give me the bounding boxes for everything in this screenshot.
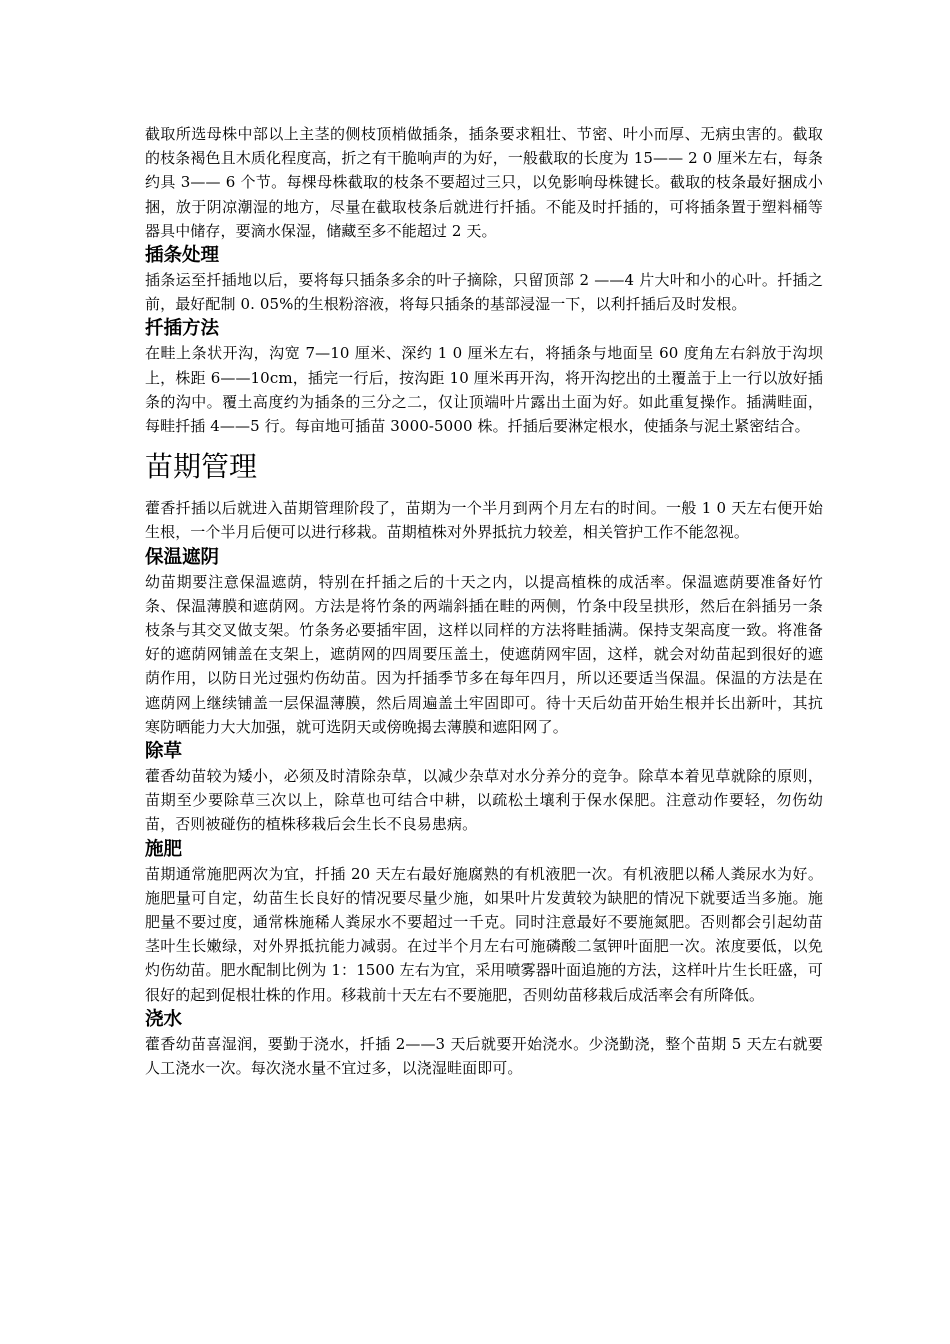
fertilizing-heading: 施肥 xyxy=(145,838,183,860)
warmth-shade-heading: 保温遮阴 xyxy=(145,546,220,568)
watering-heading: 浇水 xyxy=(145,1008,183,1030)
seedling-management-title: 苗期管理 xyxy=(145,450,258,484)
weeding-heading: 除草 xyxy=(145,741,183,763)
fertilizing-text: 苗期通常施肥两次为宜，扦插 20 天左右最好施腐熟的有机液肥一次。有机液肥以稀人粪尿水为好。施肥量可自定，幼苗生长良好的情况要尽量少施，如果叶片发黄较为缺肥的情况下就要适当多施。施肥量不要过度，通常株施稀人粪尿水不要超过一千克。同时注意最好不要施氮肥。否则都会引起幼苗茎叶生长嫩绿，对外界抵抗能力减弱。在过半个月左右可施磷酸二氢钾叶面肥一次。浓度要低，以免灼伤幼苗。肥水配制比例为 1：1500 左右为宜，采用喷雾器叶面追施的方法，这样叶片生长旺盛，可很好的起到促根壮株的作用。移栽前十天左右不要施肥，否则幼苗移栽后成活率会有所降低。 xyxy=(145,864,823,1004)
cutting-method-text: 在畦上条状开沟，沟宽 7—10 厘米、深约 1 0 厘米左右，将插条与地面呈 60 度角左右斜放于沟坝上，株距 6——10cm，插完一行后，按沟距 10 厘米再开沟，将开沟挖出的土覆盖于上一行以放好插条的沟中。覆土高度约为插条的三分之二，仅让顶端叶片露出土面为好。如此重复操作。插满畦面，每畦扦插 4——5 行。每亩地可插苗 3000-5000 株。扦插后要淋定根水，使插条与泥土紧密结合。 xyxy=(145,344,823,436)
weeding-text: 藿香幼苗较为矮小，必须及时清除杂草，以减少杂草对水分养分的竞争。除草本着见草就除的原则，苗期至少要除草三次以上，除草也可结合中耕，以疏松土壤利于保水保肥。注意动作要轻，勿伤幼苗，否则被碰伤的植株移栽后会生长不良易患病。 xyxy=(145,767,823,834)
watering-text: 藿香幼苗喜湿润，要勤于浇水，扦插 2——3 天后就要开始浇水。少浇勤浇，整个苗期 5 天左右就要人工浇水一次。每次浇水量不宜过多，以浇湿畦面即可。 xyxy=(145,1034,823,1078)
intro-paragraph: 截取所选母株中部以上主茎的侧枝顶梢做插条，插条要求粗壮、节密、叶小而厚、无病虫害的。截取的枝条褐色且木质化程度高，折之有干脆响声的为好，一般截取的长度为 15—— 2 0 厘米左右，每条约具 3—— 6 个节。每棵母株截取的枝条不要超过三只，以免影响母株键长。截取的枝条最好捆成小捆，放于阴凉潮湿的地方，尽量在截取枝条后就进行扦插。不能及时扦插的，可将插条置于塑料桶等器具中储存，要滴水保湿，储藏至多不能超过 2 天。 xyxy=(145,125,823,240)
cutting-treatment-heading: 插条处理 xyxy=(145,245,220,267)
seedling-management-intro: 藿香扦插以后就进入苗期管理阶段了，苗期为一个半月到两个月左右的时间。一般 1 0 天左右便开始生根，一个半月后便可以进行移栽。苗期植株对外界抵抗力较差，相关管护工作不能忽视。 xyxy=(145,499,823,542)
warmth-shade-text: 幼苗期要注意保温遮荫，特别在扦插之后的十天之内，以提高植株的成活率。保温遮荫要准备好竹条、保温薄膜和遮荫网。方法是将竹条的两端斜插在畦的两侧，竹条中段呈拱形，然后在斜插另一条枝条与其交叉做支架。竹条务必要插牢固，这样以同样的方法将畦插满。保持支架高度一致。将准备好的遮荫网铺盖在支架上，遮荫网的四周要压盖土，使遮荫网牢固，这样，就会对幼苗起到很好的遮荫作用，以防日光过强灼伤幼苗。因为扦插季节多在每年四月，所以还要适当保温。保温的方法是在遮荫网上继续铺盖一层保温薄膜，然后周遍盖土牢固即可。待十天后幼苗开始生根并长出新叶，其抗寒防晒能力大大加强，就可选阴天或傍晚揭去薄膜和遮阳网了。 xyxy=(145,572,823,736)
cutting-method-heading: 扦插方法 xyxy=(145,318,220,340)
cutting-treatment-text: 插条运至扦插地以后，要将每只插条多余的叶子摘除，只留顶部 2 ——4 片大叶和小的心叶。扦插之前，最好配制 0. 05%的生根粉溶液，将每只插条的基部浸湿一下，以利扦插后及时发根。 xyxy=(145,271,823,314)
document-page xyxy=(145,122,823,1080)
